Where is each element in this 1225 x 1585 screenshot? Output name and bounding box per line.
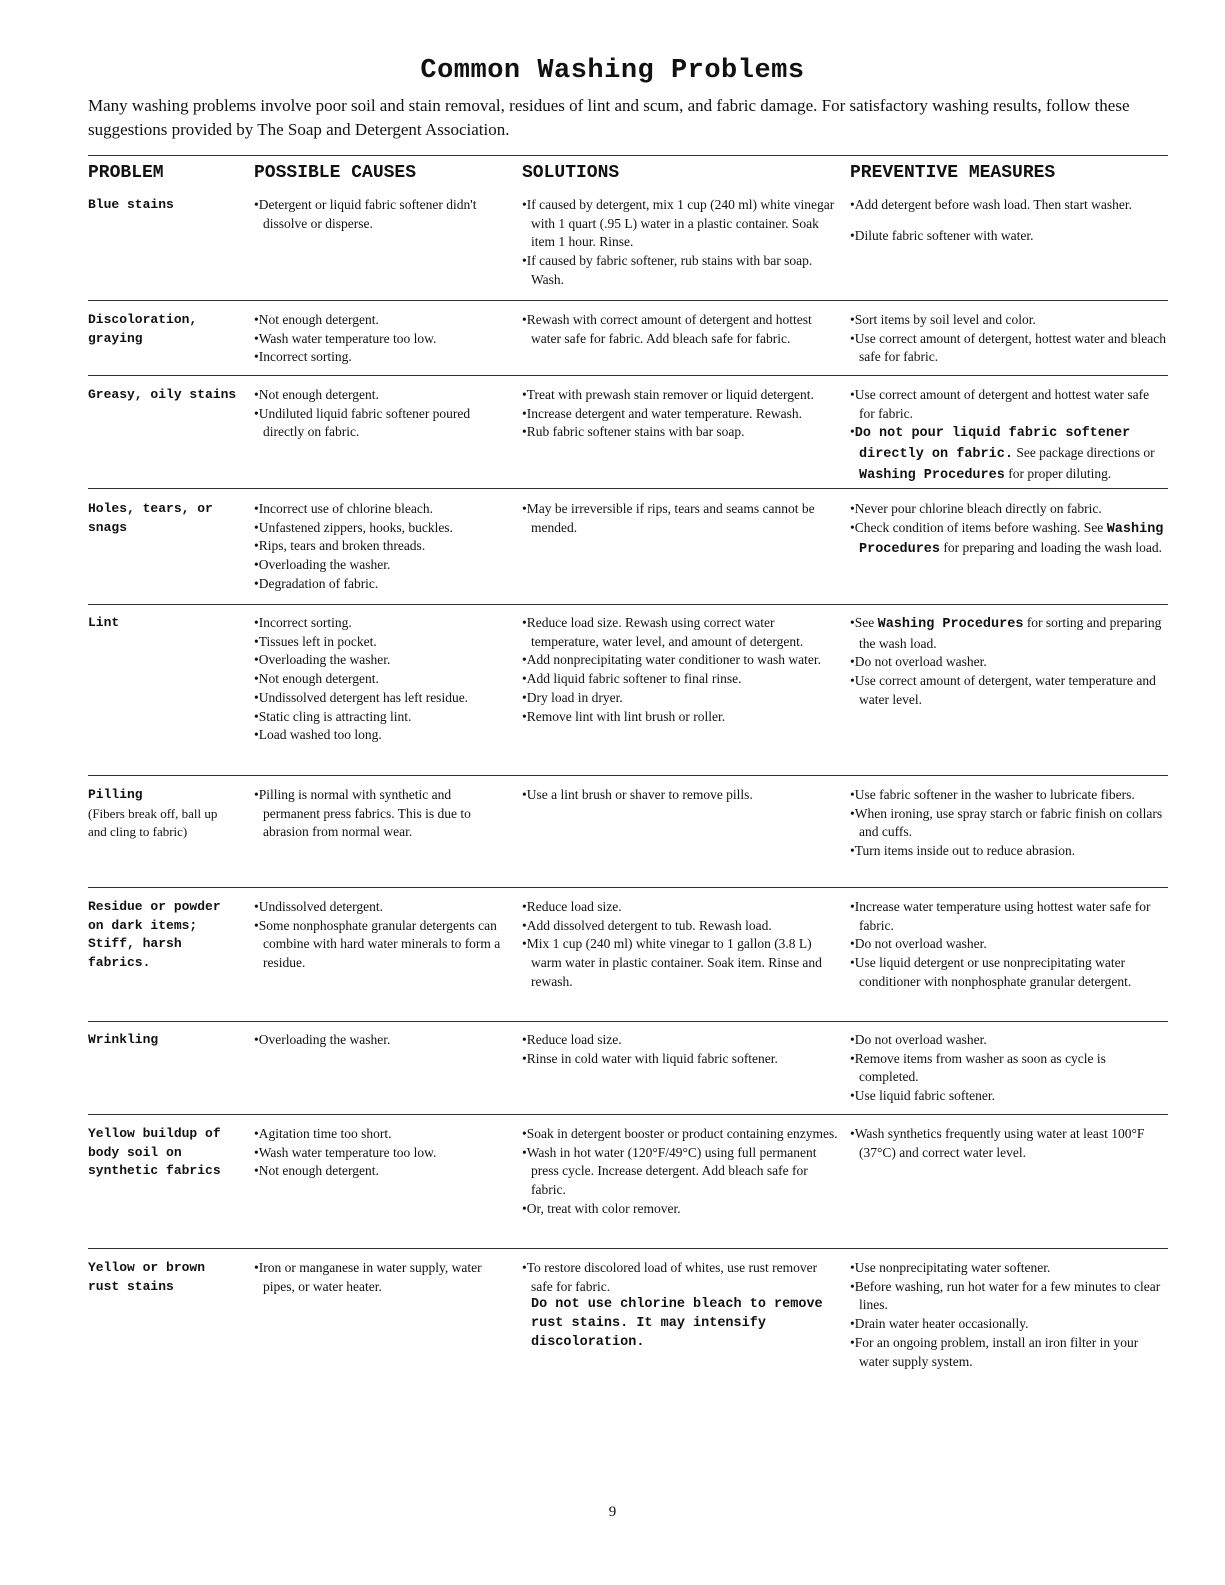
list-item: • Not enough detergent. [254,311,509,330]
problem-cell [88,311,238,348]
problem-cell [88,1125,238,1181]
list-item: • Detergent or liquid fabric softener didn't dissolve or disperse. [254,196,509,233]
problem-label: graying [88,330,143,346]
list-item: • Agitation time too short. [254,1125,509,1144]
list-item: • Never pour chlorine bleach directly on fabric. [850,500,1168,519]
list-item: • For an ongoing problem, install an iron filter in your water supply system. [850,1334,1168,1371]
problem-label: Stiff, harsh fabrics. [88,936,182,971]
causes-cell [254,311,509,367]
bold-warning: Do not pour liquid fabric softener directly on fabric. [854,426,1131,463]
list-item: • Add detergent before wash load. Then start washer. [850,196,1168,215]
row-divider [88,887,1168,888]
list-item: • Use nonprecipitating water softener. [850,1259,1168,1278]
row-divider [88,775,1168,776]
list-item: • Wash water temperature too low. [254,1144,509,1163]
list-item: • Unfastened zippers, hooks, buckles. [254,519,509,538]
causes-cell [254,614,509,745]
measure-text: for preparing and loading the wash load. [940,540,1162,556]
list-item: • Load washed too long. [254,726,509,745]
list-item: • Reduce load size. [522,898,842,917]
solutions-cell [522,386,842,442]
washing-procedures-ref: Washing Procedures [859,521,1164,558]
list-item: • Mix 1 cup (240 ml) white vinegar to 1 gallon (3.8 L) warm water in plastic container. Soak item. Rinse and rewash. [522,935,842,991]
list-item: • Dry load in dryer. [522,689,842,708]
list-item: • Not enough detergent. [254,386,509,405]
solutions-cell [522,1031,842,1068]
problem-label: Discoloration, [88,312,198,327]
problem-label: Lint [88,615,120,630]
causes-cell [254,1259,509,1296]
problem-label: Residue or powder [88,899,221,914]
list-item: • Overloading the washer. [254,651,509,670]
list-item: • May be irreversible if rips, tears and seams cannot be mended. [522,500,842,537]
list-item: • Use liquid fabric softener. [850,1087,1168,1106]
list-item: • Or, treat with color remover. [522,1200,842,1219]
list-item: • Rewash with correct amount of detergent and hottest water safe for fabric. Add bleach safe for fabric. [522,311,842,348]
solutions-cell [522,898,842,992]
list-item: • Use correct amount of detergent, water temperature and water level. [850,672,1168,709]
causes-cell [254,1125,509,1181]
causes-cell [254,196,509,233]
list-item: • Use liquid detergent or use nonprecipitating water conditioner with nonphosphate granular detergent. [850,954,1168,991]
causes-cell [254,500,509,594]
list-item: • Reduce load size. [522,1031,842,1050]
problem-cell [88,386,238,405]
measure-text: See package directions or [1012,445,1155,461]
header-measures: PREVENTIVE MEASURES [850,163,1056,183]
causes-cell [254,386,509,442]
solutions-cell [522,786,842,805]
washing-procedures-ref: Washing Procedures [877,617,1024,632]
causes-cell [254,786,509,842]
list-item: • Degradation of fabric. [254,575,509,594]
list-item: • Static cling is attracting lint. [254,708,509,727]
problem-cell [88,196,238,215]
measures-cell [850,1031,1168,1106]
row-divider [88,1021,1168,1022]
measures-cell [850,196,1168,245]
list-item: • If caused by fabric softener, rub stains with bar soap. Wash. [522,252,842,289]
list-item: • Use correct amount of detergent, hottest water and bleach safe for fabric. [850,330,1168,367]
problem-cell [88,1031,238,1050]
page-number: 9 [608,1504,617,1520]
list-item: • Do not overload washer. [850,653,1168,672]
measures-cell [850,1125,1168,1162]
list-item: • Turn items inside out to reduce abrasion. [850,842,1168,861]
causes-cell [254,1031,509,1050]
measure-text: See [854,615,878,630]
list-item: • To restore discolored load of whites, use rust remover safe for fabric. [522,1259,842,1296]
measures-cell [850,311,1168,367]
washing-procedures-ref: Washing Procedures [859,467,1005,483]
row-divider [88,604,1168,605]
header-top-rule [88,155,1168,156]
list-item: • Soak in detergent booster or product containing enzymes. [522,1125,842,1144]
solutions-cell [522,614,842,726]
list-item: • Overloading the washer. [254,556,509,575]
list-item: • Wash synthetics frequently using water at least 100°F (37°C) and correct water level. [850,1125,1168,1162]
intro-paragraph: Many washing problems involve poor soil and stain removal, residues of lint and scum, and fabric damage. For satisfactory washing results, follow these suggestions provided by The Soap and Detergent Association. [88,96,1130,139]
list-item: • Dilute fabric softener with water. [850,227,1168,246]
problem-label: Blue stains [88,197,174,212]
list-item: • Before washing, run hot water for a few minutes to clear lines. [850,1278,1168,1315]
list-item: • When ironing, use spray starch or fabric finish on collars and cuffs. [850,805,1168,842]
measures-cell [850,1259,1168,1371]
problem-label: Yellow buildup of [88,1126,221,1141]
list-item [850,423,1168,485]
list-item: • Use a lint brush or shaver to remove pills. [522,786,842,805]
row-divider [88,300,1168,301]
header-causes: POSSIBLE CAUSES [254,163,417,183]
measures-cell [850,614,1168,710]
list-item: • Drain water heater occasionally. [850,1315,1168,1334]
list-item: • Undiluted liquid fabric softener poured directly on fabric. [254,405,509,442]
row-divider [88,1114,1168,1115]
list-item: • Reduce load size. Rewash using correct water temperature, water level, and amount of detergent. [522,614,842,651]
measures-cell [850,386,1168,486]
list-item: • Increase water temperature using hottest water safe for fabric. [850,898,1168,935]
list-item: • Rub fabric softener stains with bar soap. [522,423,842,442]
list-item: • Incorrect use of chlorine bleach. [254,500,509,519]
list-item: • Tissues left in pocket. [254,633,509,652]
measure-text: Check condition of items before washing. See [854,519,1107,535]
list-item: • Undissolved detergent. [254,898,509,917]
problem-label: on dark items; [88,917,198,933]
list-item: • Add dissolved detergent to tub. Rewash load. [522,917,842,936]
row-divider [88,1248,1168,1249]
page-title: Common Washing Problems [420,56,805,86]
problem-cell [88,786,238,842]
list-item: • Add liquid fabric softener to final rinse. [522,670,842,689]
list-item: • Undissolved detergent has left residue. [254,689,509,708]
list-item: • Remove items from washer as soon as cycle is completed. [850,1050,1168,1087]
measures-cell [850,786,1168,861]
list-item: • Use correct amount of detergent and hottest water safe for fabric. [850,386,1168,423]
list-item: • Remove lint with lint brush or roller. [522,708,842,727]
problem-description: (Fibers break off, ball up and cling to fabric) [88,805,218,840]
problem-label: synthetic fabrics [88,1163,221,1179]
solutions-cell [522,311,842,348]
list-item: • Iron or manganese in water supply, water pipes, or water heater. [254,1259,509,1296]
list-item: • Not enough detergent. [254,670,509,689]
problem-label: Pilling [88,787,143,802]
measure-text: for proper diluting. [1004,465,1112,481]
problem-cell [88,500,238,537]
solutions-cell [522,500,842,537]
list-item: • Add nonprecipitating water conditioner to wash water. [522,651,842,670]
list-item [850,519,1168,560]
list-item: • Incorrect sorting. [254,348,509,367]
list-item: • Rinse in cold water with liquid fabric softener. [522,1050,842,1069]
problem-cell [88,898,238,973]
solutions-cell [522,1125,842,1219]
list-item: • Overloading the washer. [254,1031,509,1050]
measures-cell [850,898,1168,992]
list-item: • Use fabric softener in the washer to lubricate fibers. [850,786,1168,805]
list-item: • Not enough detergent. [254,1162,509,1181]
row-divider [88,488,1168,489]
problem-label: Holes, tears, or [88,501,213,516]
list-item: • Do not overload washer. [850,1031,1168,1050]
list-item: • Do not overload washer. [850,935,1168,954]
list-item: • Increase detergent and water temperature. Rewash. [522,405,842,424]
problem-label: Greasy, oily stains [88,387,237,402]
problem-label: Wrinkling [88,1032,159,1047]
list-item: • If caused by detergent, mix 1 cup (240 ml) white vinegar with 1 quart (.95 L) water in a plastic container. Soak item 1 hour. Rinse. [522,196,842,252]
problem-label: rust stains [88,1278,174,1294]
bold-warning: Do not use chlorine bleach to remove rust stains. It may intensify discoloration. [531,1297,823,1350]
header-solutions: SOLUTIONS [522,163,620,183]
problem-cell [88,614,238,633]
list-item: • Pilling is normal with synthetic and permanent press fabrics. This is due to abrasion from normal wear. [254,786,509,842]
measure-text: for sorting and preparing the wash load. [859,615,1162,651]
row-divider [88,375,1168,376]
problem-label: body soil on [88,1144,182,1160]
list-item: • Sort items by soil level and color. [850,311,1168,330]
solutions-cell [522,196,842,290]
header-problem: PROBLEM [88,163,164,183]
list-item: • Wash water temperature too low. [254,330,509,349]
list-item: • Wash in hot water (120°F/49°C) using full permanent press cycle. Increase detergent. Add bleach safe for fabric. [522,1144,842,1200]
list-item: • Incorrect sorting. [254,614,509,633]
solutions-cell [522,1259,842,1353]
list-item: • Rips, tears and broken threads. [254,537,509,556]
problem-label: snags [88,519,128,535]
list-item: • Some nonphosphate granular detergents can combine with hard water minerals to form a residue. [254,917,509,973]
problem-cell [88,1259,238,1296]
list-item [850,614,1168,653]
measures-cell [850,500,1168,560]
causes-cell [254,898,509,973]
list-item: • Treat with prewash stain remover or liquid detergent. [522,386,842,405]
problem-label: Yellow or brown [88,1260,206,1275]
